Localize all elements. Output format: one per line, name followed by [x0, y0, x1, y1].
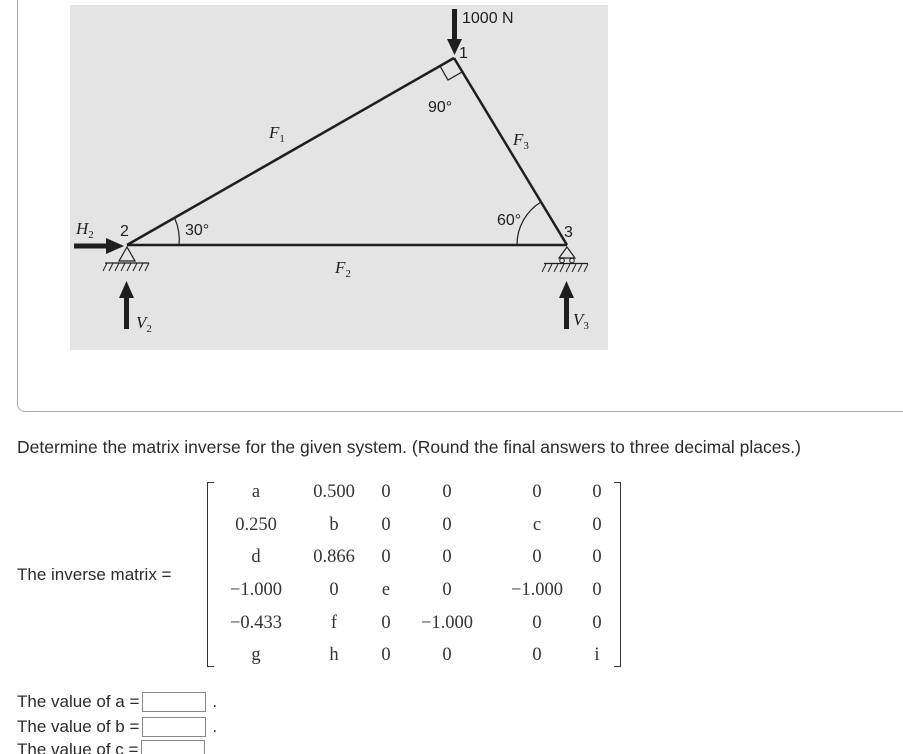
answer-label-a: The value of a =: [17, 692, 140, 711]
h2-arrow-shaft: [74, 244, 110, 249]
matrix-cell: 0: [381, 482, 391, 502]
f2-label: $F_2$: [335, 258, 351, 280]
v3-arrow-head: [559, 281, 574, 298]
v2-arrow-shaft: [124, 295, 129, 329]
v3-label: $V_3$: [573, 310, 589, 332]
matrix-cell: 0: [442, 645, 452, 665]
matrix-cell: −1.000: [420, 613, 474, 633]
member-f1: [127, 58, 454, 245]
answer-label-c: The value of c =: [17, 740, 139, 754]
matrix-cell: 0: [381, 645, 391, 665]
matrix-cell: 0: [592, 515, 602, 535]
matrix-cell: 0: [532, 645, 542, 665]
ground-hatch-2: [103, 263, 149, 271]
matrix-cell: 0: [592, 547, 602, 567]
v2-arrow-head: [119, 281, 134, 298]
matrix-cell: −0.433: [229, 613, 283, 633]
roller-wheel-left: [560, 258, 565, 263]
matrix-cell: 0: [532, 613, 542, 633]
inverse-matrix-label: The inverse matrix =: [17, 565, 172, 584]
roller-wheel-right: [570, 258, 575, 263]
matrix-cell: i: [594, 645, 600, 665]
answer-input-a[interactable]: [142, 692, 206, 712]
roller-support-3: [559, 247, 575, 258]
h2-label: $H_2$: [76, 219, 94, 241]
answer-row-b: [17, 717, 217, 737]
matrix-cell: 0: [592, 482, 602, 502]
matrix-cell: b: [329, 515, 339, 535]
matrix-cell: 0: [442, 515, 452, 535]
node-label-3: 3: [564, 224, 573, 241]
matrix-cell: g: [251, 645, 261, 665]
matrix-cell: h: [329, 645, 339, 665]
answer-label-b: The value of b =: [17, 717, 140, 736]
inverse-matrix: [203, 480, 625, 668]
matrix-cell: 0: [532, 482, 542, 502]
matrix-cell: 0: [442, 482, 452, 502]
h2-arrow-head: [106, 238, 124, 254]
matrix-cell: 0: [329, 580, 339, 600]
load-arrow-shaft: [452, 9, 457, 43]
matrix-cell: d: [251, 547, 261, 567]
load-label: 1000 N: [462, 10, 514, 27]
angle-label-90: 90°: [428, 99, 453, 116]
matrix-cell: 0: [442, 547, 452, 567]
matrix-cell: 0: [592, 613, 602, 633]
v3-arrow-shaft: [564, 295, 569, 329]
matrix-cell: −1.000: [229, 580, 283, 600]
matrix-cell: f: [330, 613, 338, 633]
answer-input-c[interactable]: [141, 740, 205, 754]
answer-row-a: [17, 692, 217, 712]
angle-arc-30: [175, 219, 179, 245]
matrix-cell: 0: [381, 515, 391, 535]
matrix-cell: 0: [381, 613, 391, 633]
answer-input-b[interactable]: [142, 717, 206, 737]
matrix-right-bracket: [614, 482, 621, 667]
answer-row-c: [17, 740, 211, 754]
matrix-cell: c: [532, 515, 542, 535]
matrix-cell: −1.000: [510, 580, 564, 600]
matrix-cell: 0: [532, 547, 542, 567]
matrix-cell: 0: [592, 580, 602, 600]
node-label-1: 1: [459, 45, 468, 62]
truss-figure: [70, 5, 608, 350]
angle-label-30: 30°: [185, 222, 210, 239]
truss-diagram: [70, 5, 608, 350]
f1-label: $F_1$: [269, 123, 285, 145]
node-label-2: 2: [120, 223, 129, 240]
ground-hatch-3: [542, 264, 588, 272]
question-prompt: Determine the matrix inverse for the given system. (Round the final answers to three decimal places.): [17, 437, 801, 457]
pin-support-2: [119, 247, 135, 261]
matrix-cell: 0.250: [235, 515, 277, 535]
answer-suffix-a: .: [212, 692, 218, 711]
matrix-cell: 0.500: [313, 482, 355, 502]
matrix-cell: a: [251, 482, 261, 502]
matrix-cell: e: [381, 580, 391, 600]
answer-suffix-b: .: [212, 717, 218, 736]
matrix-cell: 0: [381, 547, 391, 567]
matrix-cell: 0: [442, 580, 452, 600]
matrix-left-bracket: [207, 482, 214, 667]
v2-label: $V_2$: [136, 313, 152, 335]
f3-label: $F_3$: [513, 130, 529, 152]
matrix-cell: 0.866: [313, 547, 355, 567]
angle-label-60: 60°: [497, 212, 522, 229]
